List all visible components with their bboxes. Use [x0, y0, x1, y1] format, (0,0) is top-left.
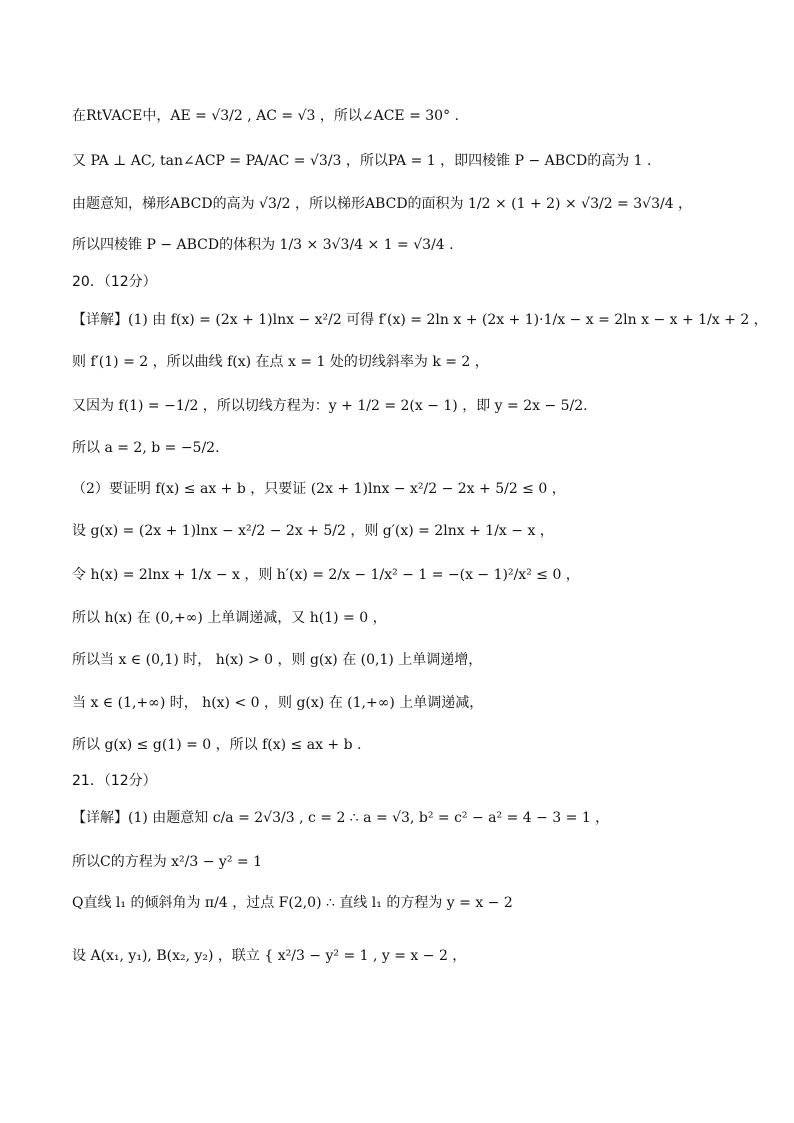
text-line: 又因为 f(1) = −1/2 ，所以切线方程为：y + 1/2 = 2(x − 1) ，即 y = 2x − 5/2.: [72, 398, 588, 414]
text-line: 所以 h(x) 在 (0,+∞) 上单调递减，又 h(1) = 0 ，: [72, 610, 387, 626]
text-line: 【详解】(1) 由 f(x) = (2x + 1)lnx − x²/2 可得 f′(x) = 2ln x + (2x + 1)·1/x − x = 2ln x − x + 1/x + 2 ，: [72, 312, 768, 328]
section-heading: 21．（12分）: [72, 773, 157, 789]
text-line: 【详解】(1) 由题意知 c/a = 2√3/3 , c = 2 ∴ a = √3, b² = c² − a² = 4 − 3 = 1 ，: [72, 810, 610, 826]
text-line: 所以当 x ∈ (0,1) 时， h(x) > 0 ，则 g(x) 在 (0,1) 上单调递增，: [72, 652, 483, 668]
text-line: Q直线 l₁ 的倾斜角为 π/4 ，过点 F(2,0) ∴ 直线 l₁ 的方程为 y = x − 2: [72, 895, 513, 911]
text-line: 所以 a = 2, b = −5/2.: [72, 440, 220, 456]
text-line: 设 A(x₁, y₁), B(x₂, y₂) ，联立 { x²/3 − y² = 1 , y = x − 2 ，: [72, 948, 467, 964]
text-line: 所以C的方程为 x²/3 − y² = 1: [72, 854, 262, 870]
text-line: 又 PA ⊥ AC, tan∠ACP = PA/AC = √3/3 ，所以PA = 1 ，即四棱锥 P − ABCD的高为 1 .: [72, 153, 652, 169]
text-line: 所以 g(x) ≤ g(1) = 0 ，所以 f(x) ≤ ax + b .: [72, 737, 362, 753]
text-line: 则 f′(1) = 2 ，所以曲线 f(x) 在点 x = 1 处的切线斜率为 k = 2 ，: [72, 354, 489, 370]
text-line: 由题意知，梯形ABCD的高为 √3/2 ，所以梯形ABCD的面积为 1/2 × (1 + 2) × √3/2 = 3√3/4 ，: [72, 196, 693, 212]
text-line: 当 x ∈ (1,+∞) 时， h(x) < 0 ，则 g(x) 在 (1,+∞) 上单调递减，: [72, 695, 484, 711]
text-line: 所以四棱锥 P − ABCD的体积为 1/3 × 3√3/4 × 1 = √3/4 .: [72, 237, 454, 253]
text-line: 在RtVACE中，AE = √3/2 , AC = √3 ，所以∠ACE = 30° .: [72, 108, 459, 124]
section-heading: 20．（12分）: [72, 274, 157, 290]
text-line: 设 g(x) = (2x + 1)lnx − x²/2 − 2x + 5/2 ，则 g′(x) = 2lnx + 1/x − x ，: [72, 523, 554, 539]
text-line: 令 h(x) = 2lnx + 1/x − x ，则 h′(x) = 2/x − 1/x² − 1 = −(x − 1)²/x² ≤ 0 ，: [72, 567, 580, 583]
text-line: （2）要证明 f(x) ≤ ax + b ，只要证 (2x + 1)lnx − x²/2 − 2x + 5/2 ≤ 0 ，: [72, 481, 566, 497]
